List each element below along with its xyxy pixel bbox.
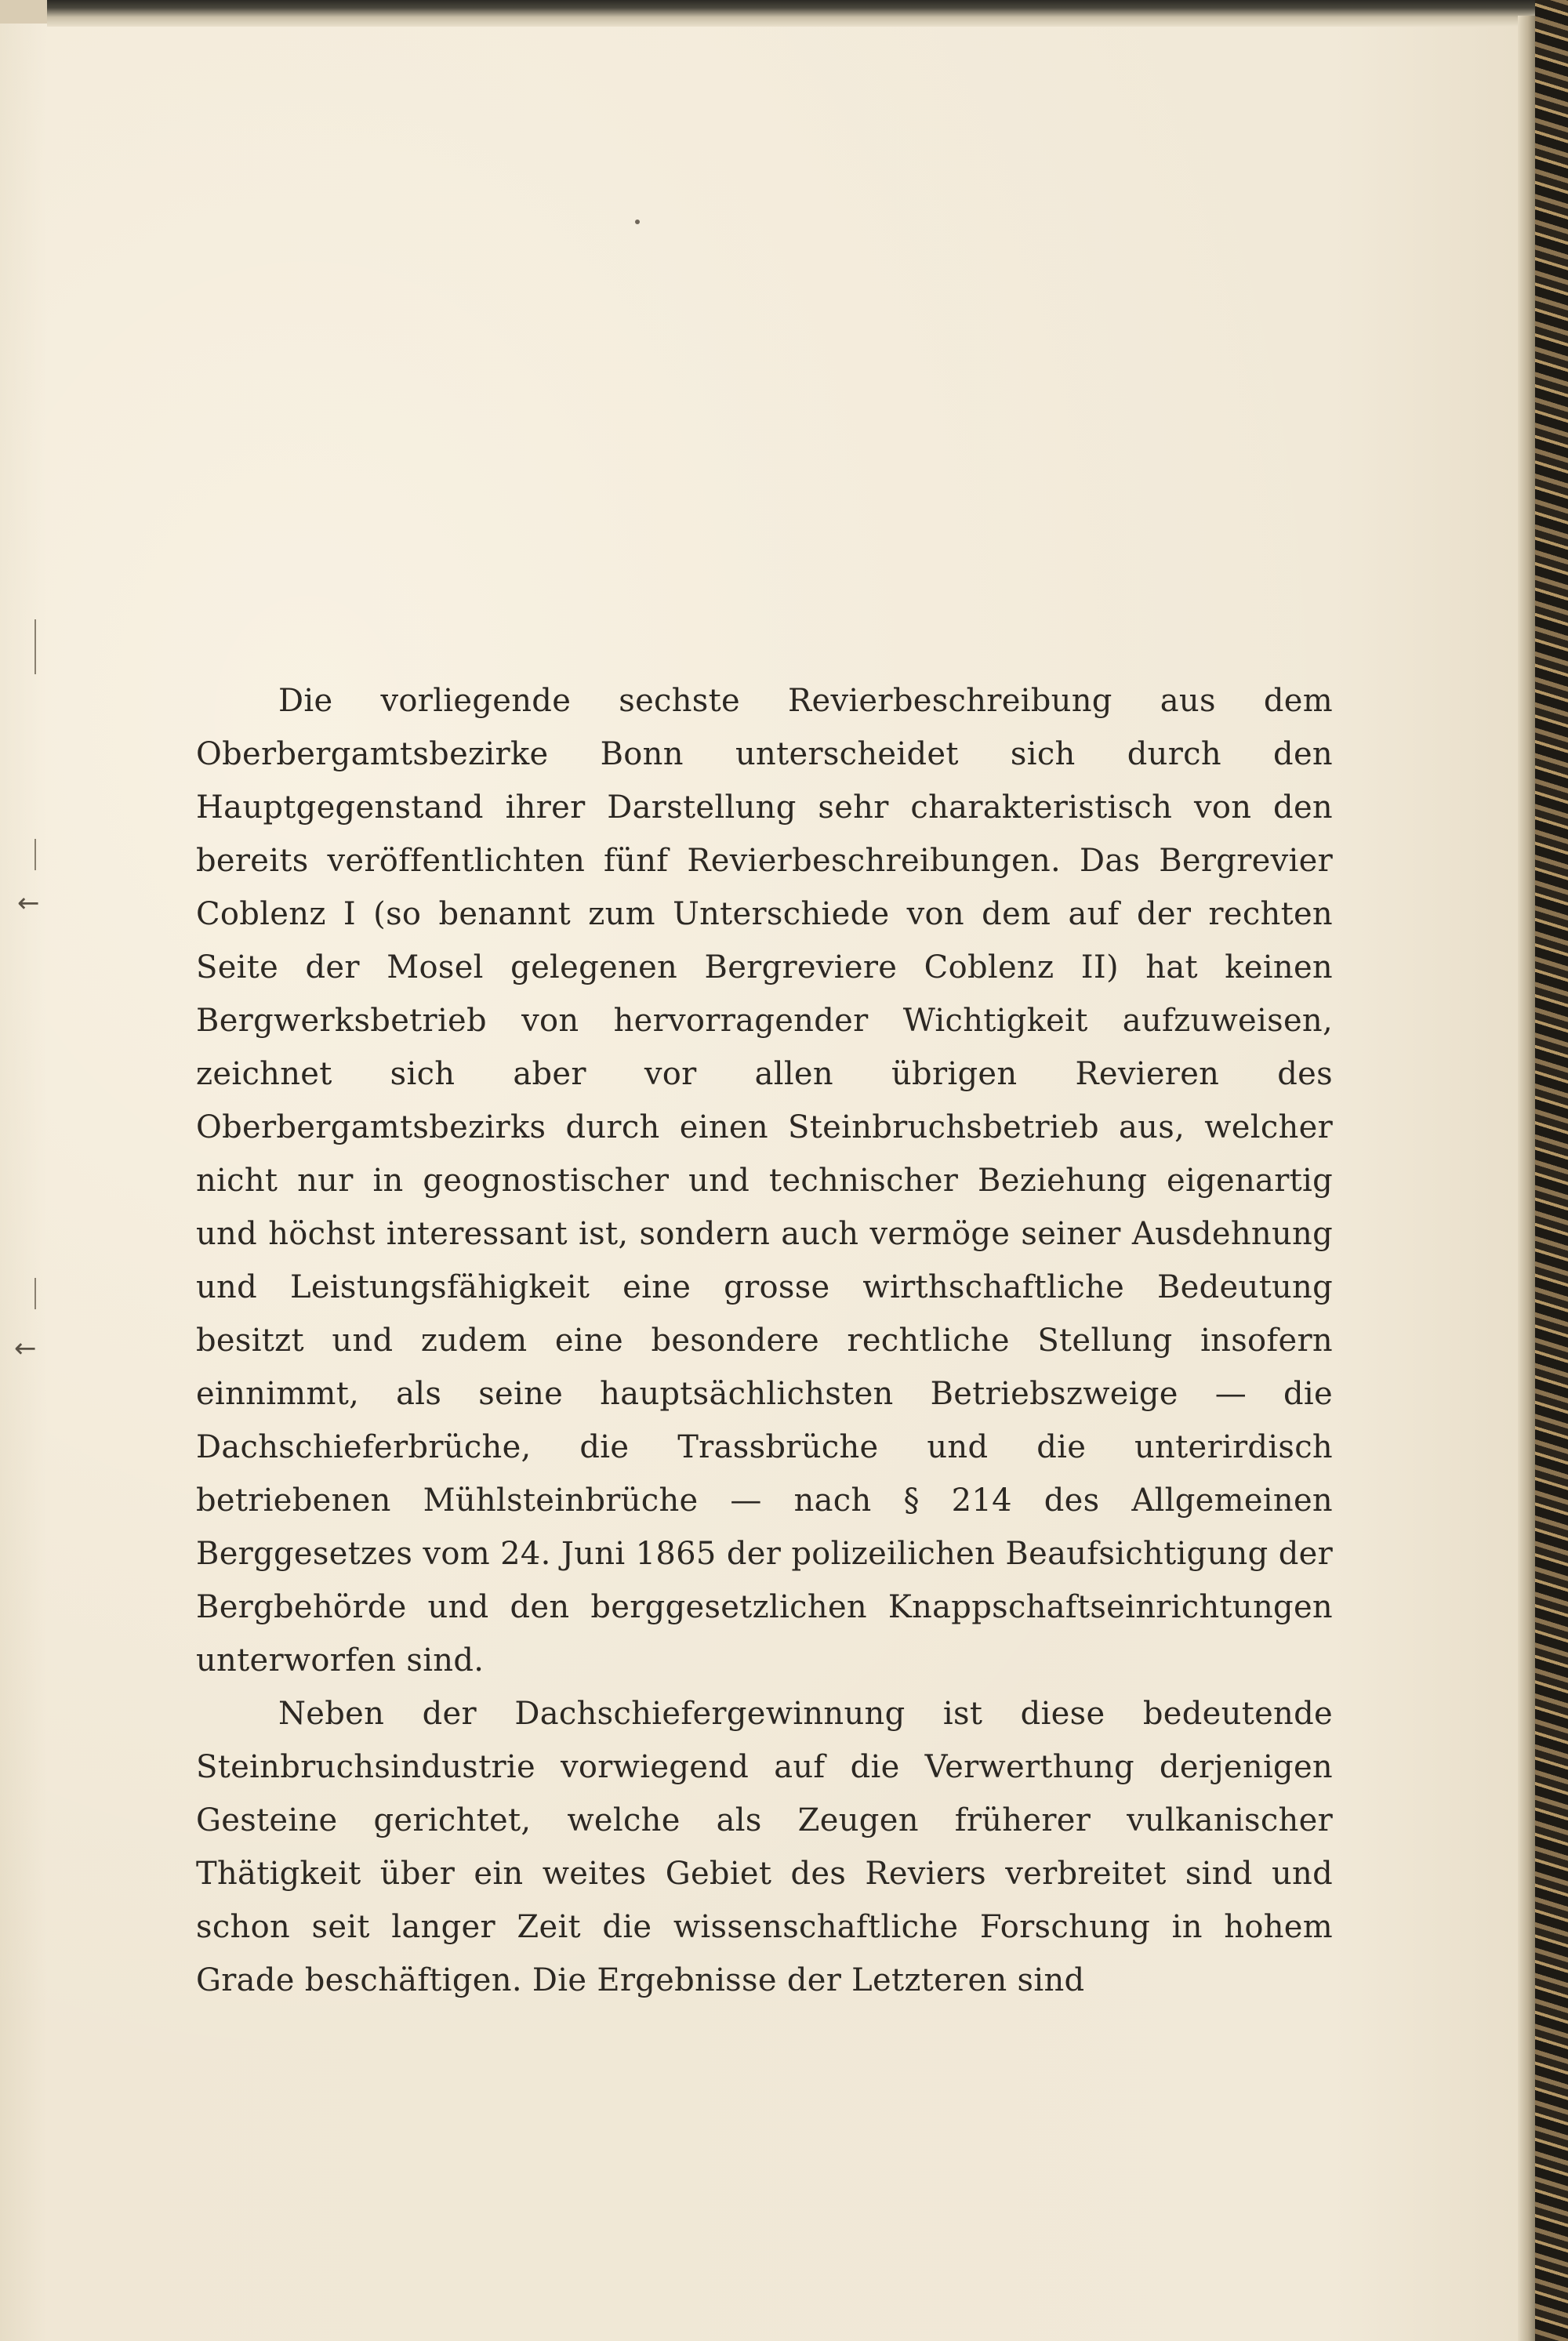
page-top-edge <box>47 0 1568 27</box>
marbled-book-edge <box>1535 0 1568 2341</box>
margin-arrow-mark: ← <box>17 887 40 919</box>
ink-speck <box>635 220 640 224</box>
margin-arrow-mark: ← <box>14 1333 37 1364</box>
margin-tick-mark <box>34 839 36 870</box>
paragraph-2: Neben der Dachschiefergewinnung ist diese bedeutende Steinbruchsindustrie vorwiegend auf die Verwerthung derjenigen Gesteine gerichtet, welche als Zeugen früherer vulkanischer Thätigkeit über ein weites Gebiet des Reviers verbreitet sind und schon seit langer Zeit die wissenschaftliche Forschung in hohem Grade beschäftigen. Die Ergebnisse der Letzteren sind <box>196 1696 1333 1998</box>
margin-tick-mark <box>34 1278 36 1309</box>
paragraph-1: Die vorliegende sechste Revierbeschreibung aus dem Oberbergamtsbezirke Bonn unterscheidet sich durch den Hauptgegenstand ihrer Darstellung sehr charakteristisch von den bereits veröffentlichten fünf Revierbeschreibungen. Das Bergrevier Coblenz I (so benannt zum Unterschiede von dem auf der rechten Seite der Mosel gelegenen Bergreviere Coblenz II) hat keinen Bergwerksbetrieb von hervorragender Wichtigkeit aufzuweisen, zeichnet sich aber vor allen übrigen Revieren des Oberbergamtsbezirks durch einen Steinbruchsbetrieb aus, welcher nicht nur in geognostischer und technischer Beziehung eigenartig und höchst interessant ist, sondern auch vermöge seiner Ausdehnung und Leistungsfähigkeit eine grosse wirthschaftliche Bedeutung besitzt und zudem eine besondere rechtliche Stellung insofern einnimmt, als seine hauptsächlichsten Betriebszweige — die Dachschieferbrüche, die Trassbrüche und die unterirdisch betriebenen Mühlsteinbrüche — nach § 214 des Allgemeinen Berggesetzes vom 24. Juni 1865 der polizeilichen Beaufsichtigung der Bergbehörde und den berggesetzlichen Knappschaftseinrichtungen unterworfen sind. <box>196 683 1333 1679</box>
paper-sheet <box>0 24 1537 2341</box>
body-text <box>196 674 1333 2007</box>
margin-tick-mark <box>34 619 36 674</box>
page-stack-edge <box>1518 16 1535 2341</box>
